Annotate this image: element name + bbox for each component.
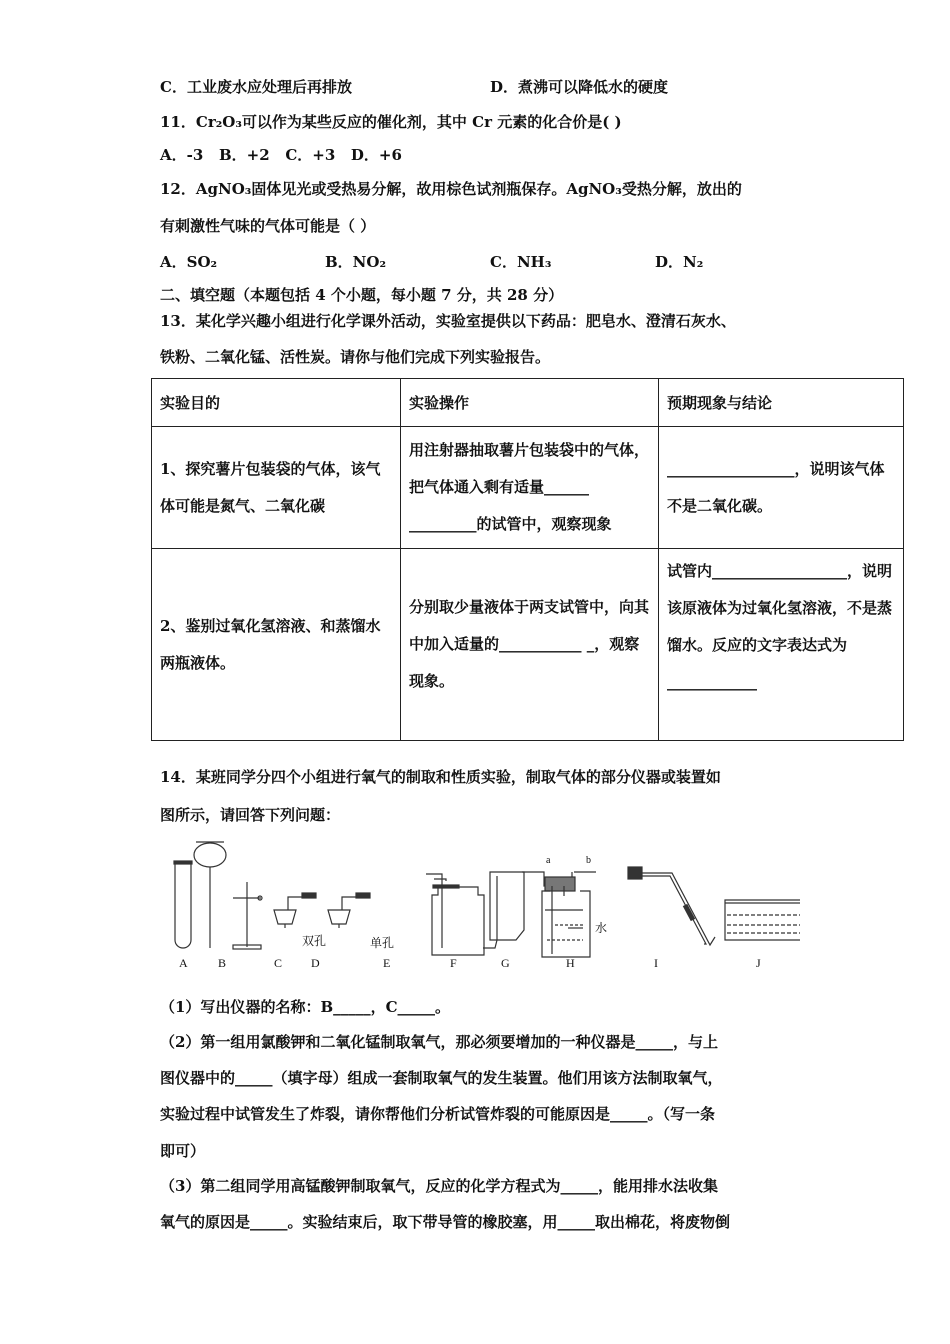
- section-heading: 二、填空题（本题包括 4 个小题，每小题 7 分，共 28 分）: [160, 286, 564, 304]
- q14-part1: （1）写出仪器的名称：B_____，C_____。: [160, 998, 451, 1016]
- q14-part3-line1: （3）第二组同学用高锰酸钾制取氧气，反应的化学方程式为_____，能用排水法收集: [160, 1177, 718, 1195]
- label-single-hole: 单孔: [370, 936, 395, 950]
- apparatus-drawing: [150, 830, 800, 980]
- label-A: A: [179, 956, 188, 970]
- label-G: G: [501, 956, 510, 970]
- row1-purpose: 1、探究薯片包装袋的气体，该气体可能是氮气、二氧化碳: [152, 427, 401, 549]
- header-purpose: 实验目的: [152, 379, 401, 427]
- q14-stem-1: 14．某班同学分四个小组进行氧气的制取和性质实验，制取气体的部分仪器或装置如: [160, 768, 721, 786]
- q11-options: A．-3 B．+2 C．+3 D．+6: [160, 146, 402, 164]
- q12-option-d: D．N₂: [655, 253, 704, 271]
- label-B: B: [218, 956, 227, 970]
- label-port-b: b: [586, 855, 591, 866]
- label-double-hole: 双孔: [302, 934, 327, 948]
- q13-stem-2: 铁粉、二氧化锰、活性炭。请你与他们完成下列实验报告。: [160, 348, 551, 366]
- q10-option-c: C．工业废水应处理后再排放: [160, 78, 352, 96]
- q12-option-a: A．SO₂: [160, 253, 218, 271]
- label-F: F: [450, 956, 457, 970]
- label-H: H: [566, 956, 575, 970]
- q14-part2-line1: （2）第一组用氯酸钾和二氧化锰制取氧气，那必须要增加的一种仪器是_____，与上: [160, 1033, 718, 1051]
- row2-result: 试管内__________________，说明该原液体为过氧化氢溶液，不是蒸馏水。反应的文字表达式为____________: [659, 549, 904, 741]
- row1-operation: 用注射器抽取薯片包装袋中的气体，把气体通入剩有适量______ _________的试管中，观察现象: [401, 427, 659, 549]
- q14-part2-line3: 实验过程中试管发生了炸裂，请你帮他们分析试管炸裂的可能原因是_____。（写一条: [160, 1105, 716, 1123]
- label-water: 水: [595, 921, 608, 935]
- label-D: D: [311, 956, 320, 970]
- q11-stem: 11．Cr₂O₃可以作为某些反应的催化剂，其中 Cr 元素的化合价是( ): [160, 113, 622, 131]
- q14-part2-line4: 即可）: [160, 1142, 206, 1160]
- q12-stem-2: 有刺激性气味的气体可能是（ ）: [160, 217, 376, 235]
- label-I: I: [654, 956, 658, 970]
- q12-option-b: B．NO₂: [325, 253, 387, 271]
- label-E: E: [383, 956, 391, 970]
- row2-operation: 分别取少量液体于两支试管中，向其中加入适量的___________ _，观察现象。: [401, 549, 659, 741]
- q14-stem-2: 图所示，请回答下列问题：: [160, 806, 341, 824]
- label-C: C: [274, 956, 283, 970]
- row2-purpose: 2、鉴别过氧化氢溶液、和蒸馏水两瓶液体。: [152, 549, 401, 741]
- row1-result: _________________，说明该气体不是二氧化碳。: [659, 427, 904, 549]
- q10-option-d: D．煮沸可以降低水的硬度: [490, 78, 669, 96]
- q12-option-c: C．NH₃: [490, 253, 552, 271]
- apparatus-figure: [150, 830, 800, 980]
- label-port-a: a: [546, 855, 551, 866]
- experiment-report-table: [151, 378, 904, 741]
- q14-part3-line2: 氧气的原因是_____。实验结束后，取下带导管的橡胶塞，用_____取出棉花，将废物倒: [160, 1213, 731, 1231]
- q12-stem-1: 12．AgNO₃固体见光或受热易分解，故用棕色试剂瓶保存。AgNO₃受热分解，放出的: [160, 180, 742, 198]
- header-result: 预期现象与结论: [659, 379, 904, 427]
- q13-stem-1: 13．某化学兴趣小组进行化学课外活动，实验室提供以下药品：肥皂水、澄清石灰水、: [160, 312, 736, 330]
- q14-part2-line2: 图仪器中的_____（填字母）组成一套制取氧气的发生装置。他们用该方法制取氧气，: [160, 1069, 723, 1087]
- header-operation: 实验操作: [401, 379, 659, 427]
- label-J: J: [756, 956, 761, 970]
